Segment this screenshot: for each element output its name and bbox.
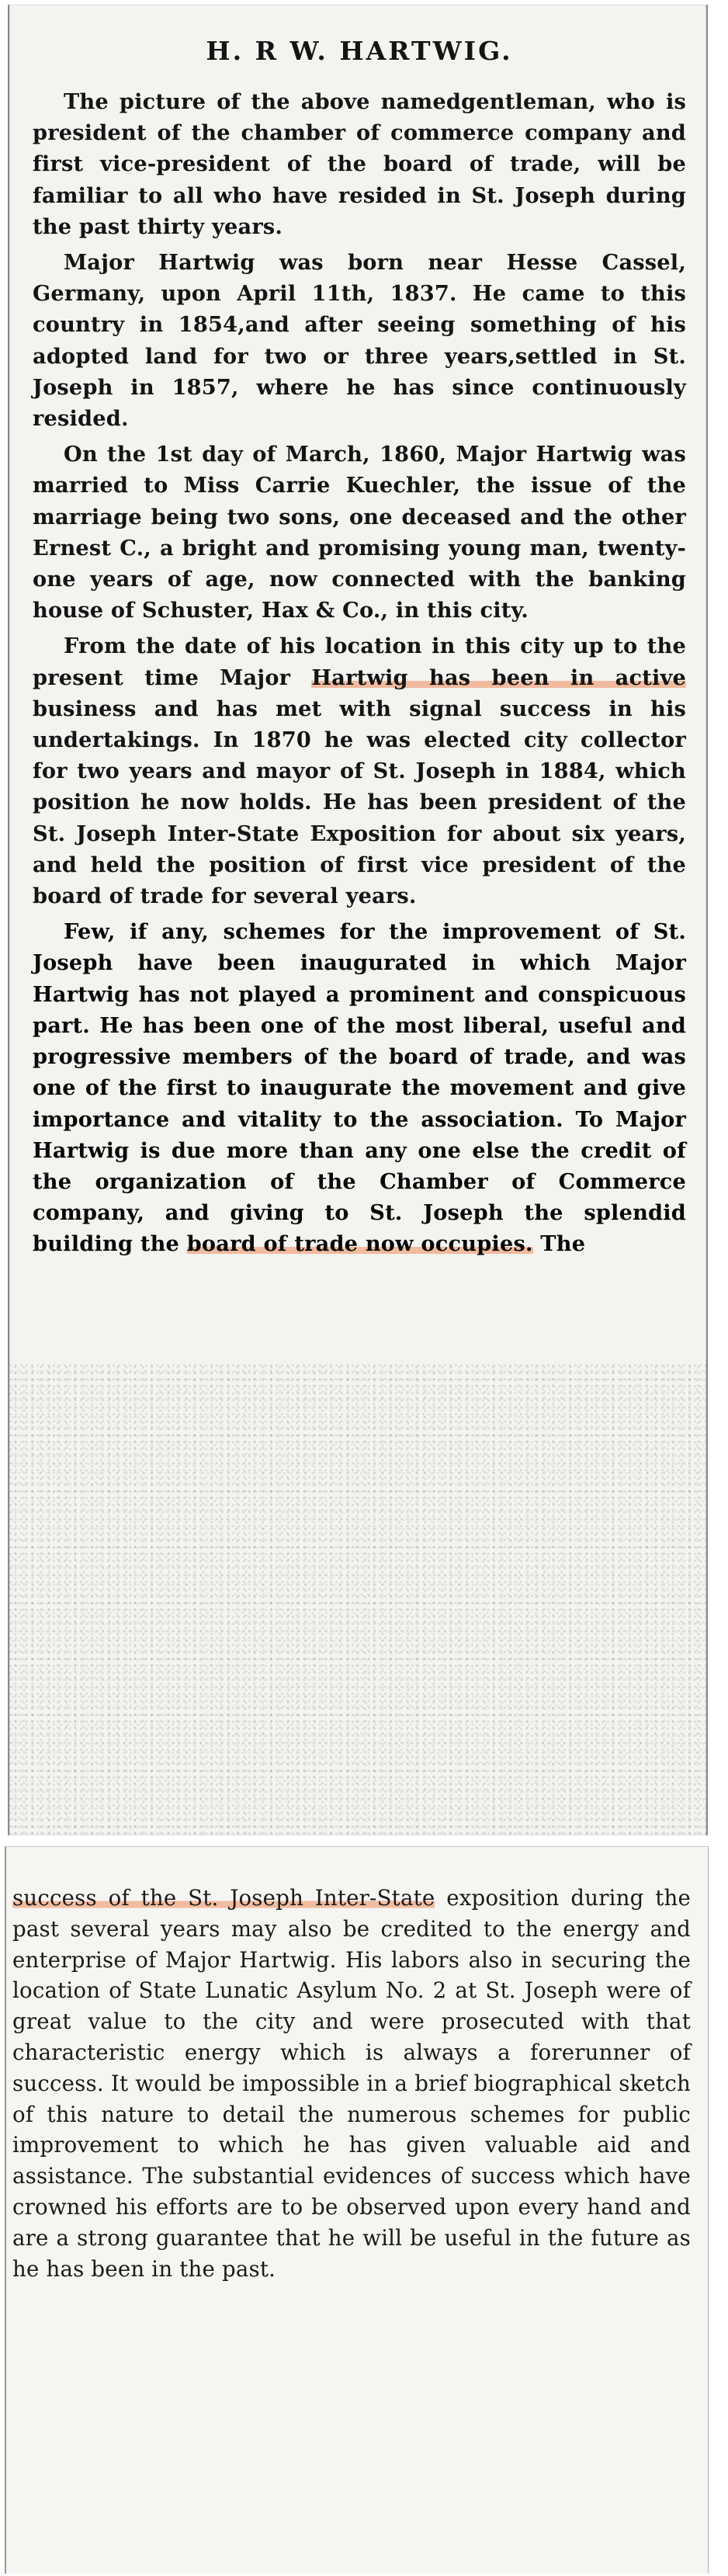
career-highlight: Hartwig has been in active (311, 665, 686, 690)
career-text-end: business and has met with signal success in his undertakings. In 1870 he was elected city collector for two years and mayor of St. Joseph in 1884, which position he now holds. He has been president of the St. Joseph Inter-State Exposition for about six years, and held the position of first vice president of the board of trade for several years. (33, 696, 686, 909)
article-column-top (33, 5, 686, 1260)
newspaper-clipping-top (8, 5, 708, 1835)
paragraph-career (33, 630, 686, 911)
paragraph-improvement (33, 916, 686, 1259)
paragraph-birth: Major Hartwig was born near Hesse Cassel, Germany, upon April 11th, 1837. He came to this country in 1854,and after seeing something of his adopted land for two or three years,settled in St. Joseph in 1857, where he has since continuously resided. (33, 250, 686, 432)
improvement-text-end: The (532, 1231, 586, 1257)
continuation-text: exposition during the past several years may also be credited to the energy and enterprise of Major Hartwig. His labors also in securing the location of State Lunatic Asylum No. 2 at St. Joseph were of great value to the city and were prosecuted with that characteristic energy which is always a forerunner of success. It would be impossible in a brief biographical sketch of this nature to detail the numerous schemes for public improvement to which he has given valuable aid and assistance. The substantial evidences of success which have crowned his efforts are to be observed upon every hand and are a strong guarantee that he will be useful in the future as he has been in the past. (12, 1885, 692, 2282)
paragraph-continuation (12, 1883, 691, 2284)
article-headline: H. R W. HARTWIG. (206, 36, 513, 66)
improvement-text-start: Few, if any, schemes for the improvement of St. Joseph have been inaugurated in which Major Hartwig has not played a prominent and conspicuous part. He has been one of the most liberal, useful and progressive members of the board of trade, and was one of the first to inaugurate the movement and give importance and vitality to the association. To Major Hartwig is due more than any one else the credit of the organization of the Chamber of Commerce company, and giving to St. Joseph the splendid building the (33, 919, 686, 1257)
paragraph-marriage: On the 1st day of March, 1860, Major Hartwig was married to Miss Carrie Kuechler, the issue of the marriage being two sons, one deceased and the other Ernest C., a bright and promising young man, twenty-one years of age, now connected with the banking house of Schuster, Hax & Co., in this city. (33, 442, 686, 623)
career-text-start: From the date of his location in this city up to the present time Major (33, 634, 686, 690)
article-column-bottom (12, 1883, 691, 2284)
paragraph-intro: The picture of the above namedgentleman, who is president of the chamber of commerce company and first vice-president of the board of trade, will be familiar to all who have resided in St. Joseph during the past thirty years. (33, 89, 686, 239)
improvement-highlight: board of trade now occupies. (186, 1231, 533, 1257)
continuation-highlight: success of the St. Joseph Inter-State (12, 1885, 435, 1911)
newspaper-clipping-bottom (5, 1846, 709, 2574)
